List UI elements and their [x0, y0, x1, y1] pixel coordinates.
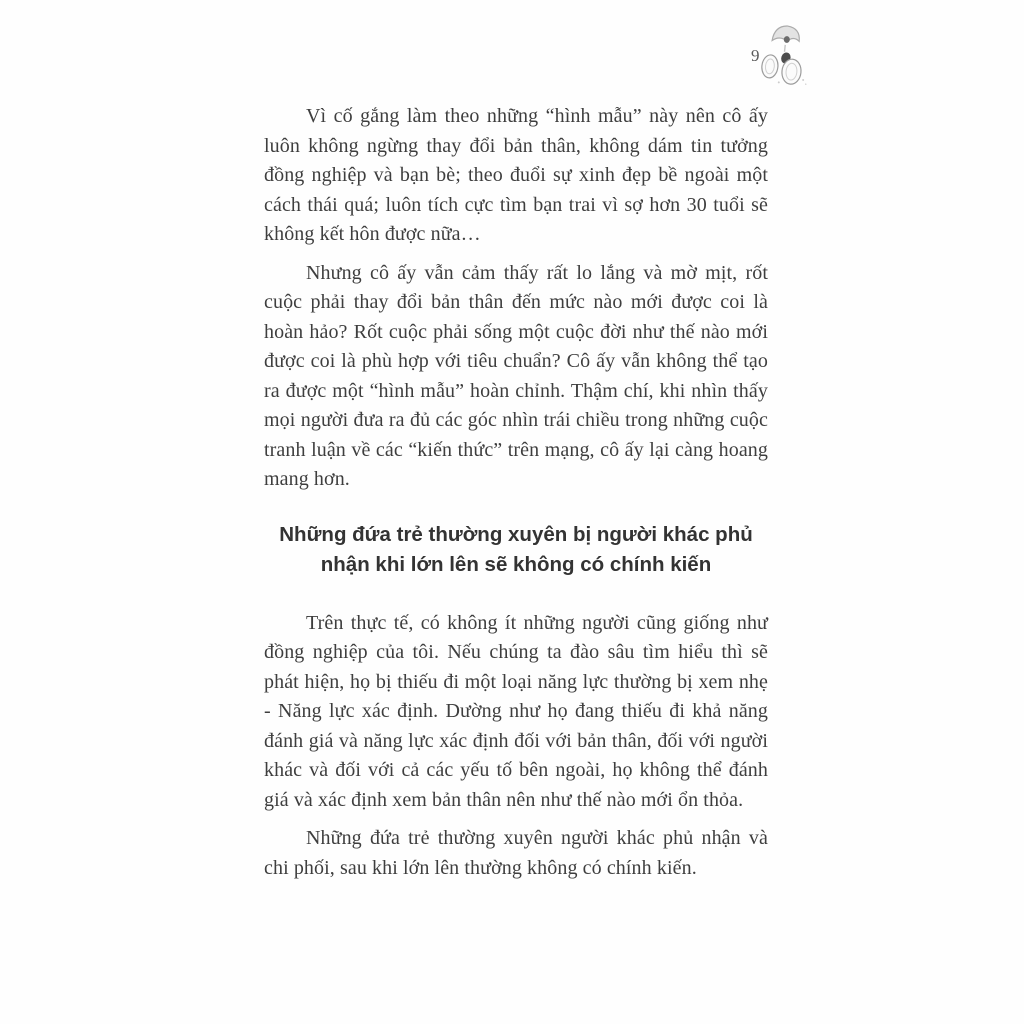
heading-line: Những đứa trẻ thường xuyên bị người khác phủ [279, 522, 753, 546]
decorative-doodle-icon [758, 16, 814, 88]
body-paragraph: Vì cố gắng làm theo những “hình mẫu” này nên cô ấy luôn không ngừng thay đổi bản thân, không dám tin tưởng đồng nghiệp và bạn bè; theo đuổi sự xinh đẹp bề ngoài một cách thái quá; luôn tích cực tìm bạn trai vì sợ hơn 30 tuổi sẽ không kết hôn được nữa… [264, 105, 768, 245]
body-paragraph: Trên thực tế, có không ít những người cũng giống như đồng nghiệp của tôi. Nếu chúng ta đào sâu tìm hiểu thì sẽ phát hiện, họ bị thiếu đi một loại năng lực thường bị xem nhẹ - Năng lực xác định. Dường như họ đang thiếu đi khả năng đánh giá và năng lực xác định đối với bản thân, đối với người khác và đối với cả các yếu tố bên ngoài, họ không thể đánh giá và xác định xem bản thân nên như thế nào mới ổn thỏa. [264, 611, 768, 811]
page-number: 9 [751, 46, 760, 65]
body-paragraph: Nhưng cô ấy vẫn cảm thấy rất lo lắng và mờ mịt, rốt cuộc phải thay đổi bản thân đến mức nào mới được coi là hoàn hảo? Rốt cuộc phải sống một cuộc đời như thế nào mới được coi là phù hợp với tiêu chuẩn? Cô ấy vẫn không thể tạo ra được một “hình mẫu” hoàn chỉnh. Thậm chí, khi nhìn thấy mọi người đưa ra đủ các góc nhìn trái chiều trong những cuộc tranh luận về các “kiến thức” trên mạng, cô ấy lại càng hoang mang hơn. [264, 261, 768, 490]
heading-line: nhận khi lớn lên sẽ không có chính kiến [320, 552, 712, 576]
text-column [264, 102, 768, 883]
section-heading [264, 520, 768, 580]
body-paragraph: Những đứa trẻ thường xuyên người khác phủ nhận và chi phối, sau khi lớn lên thường không có chính kiến. [264, 827, 768, 879]
